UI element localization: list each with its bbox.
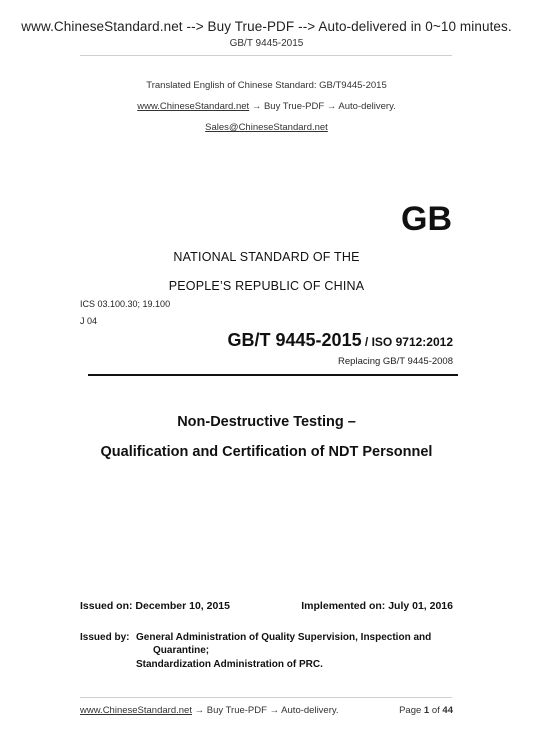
top-banner: www.ChineseStandard.net --> Buy True-PDF --> Auto-delivered in 0~10 minutes. [21,19,512,34]
promo-website-link[interactable]: www.ChineseStandard.net [137,101,250,112]
standard-number [228,330,453,351]
footer-website-link[interactable]: www.ChineseStandard.net [80,705,192,716]
national-standard-line2: PEOPLE’S REPUBLIC OF CHINA [168,279,365,293]
footer-promo-text: → Buy True-PDF → Auto-delivery. [191,705,339,716]
gb-logo-mark: GB [401,200,452,238]
classification-code: J 04 [80,316,98,326]
issued-by-line3: Standardization Administration of PRC. [136,659,323,670]
page-current: 1 [423,705,430,716]
page-label: Page [399,705,422,716]
ics-code: ICS 03.100.30; 19.100 [80,299,171,309]
promo-line [0,101,533,112]
footer-divider [80,697,452,698]
email-line [0,122,533,133]
footer-promo [80,705,339,716]
national-standard-line1: NATIONAL STANDARD OF THE [173,250,360,264]
iso-equivalent: / ISO 9712:2012 [361,335,453,349]
issued-by-line2: Quarantine; [153,645,210,656]
translation-notice: Translated English of Chinese Standard: GB/T9445-2015 [146,80,387,91]
page-indicator [399,705,453,716]
issued-by-line1: General Administration of Quality Supervision, Inspection and [136,632,432,643]
header-divider [80,55,452,56]
standard-number-main: GB/T 9445-2015 [227,330,362,350]
header-standard-code: GB/T 9445-2015 [229,38,304,49]
replacing-standard: Replacing GB/T 9445-2008 [338,356,453,367]
promo-text: → Buy True-PDF → Auto-delivery. [249,101,396,112]
document-title-line2: Qualification and Certification of NDT Personnel [100,444,433,460]
issued-on-date: Issued on: December 10, 2015 [80,600,230,612]
implemented-on-date: Implemented on: July 01, 2016 [301,600,453,612]
title-divider [88,374,458,376]
page-total: 44 [442,705,453,716]
email-link[interactable]: Sales@ChineseStandard.net [205,122,328,133]
page-of: of [431,705,440,716]
document-title-line1: Non-Destructive Testing – [177,414,356,430]
issued-by-label: Issued by: [80,632,130,643]
